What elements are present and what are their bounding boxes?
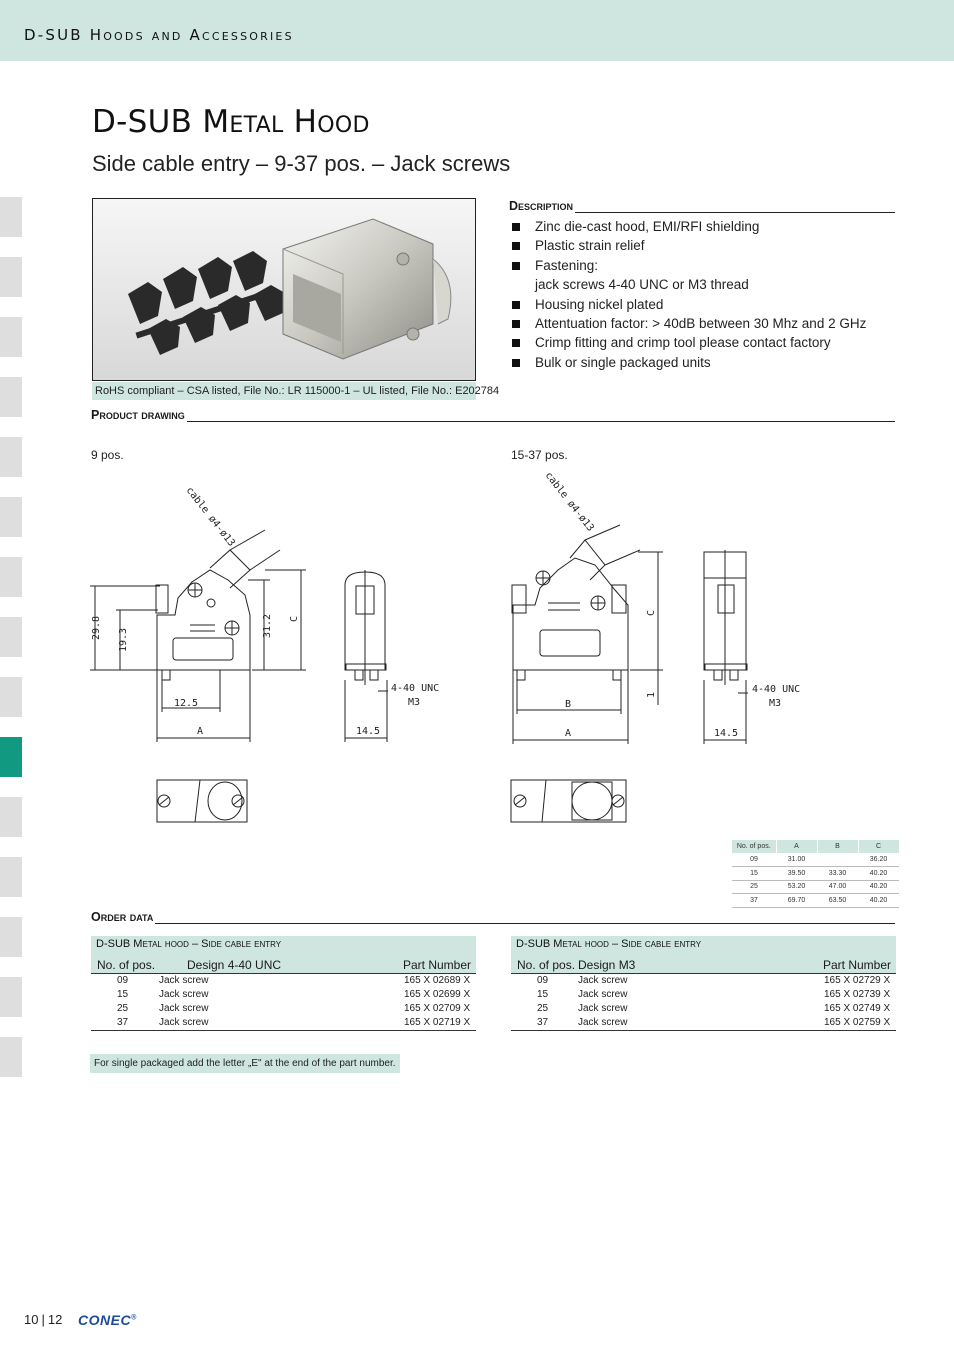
table-row: 25 Jack screw 165 X 02709 X	[117, 1003, 471, 1014]
bullet-icon	[512, 242, 520, 250]
index-tab[interactable]	[0, 857, 22, 897]
cable-label-left: cable ø4-ø13	[183, 485, 237, 549]
dimension-table	[732, 840, 900, 908]
page-number: 10 | 12	[24, 1312, 63, 1327]
table-row: 09 31.00 36.20	[732, 853, 899, 867]
table-row: 15 Jack screw 165 X 02699 X	[117, 989, 471, 1000]
table-row: 09 Jack screw 165 X 02689 X	[117, 975, 471, 986]
table-row: 25 Jack screw 165 X 02749 X	[537, 1003, 891, 1014]
table-row: 15 Jack screw 165 X 02739 X	[537, 989, 891, 1000]
list-item: Zinc die-cast hood, EMI/RFI shielding	[511, 217, 866, 236]
description-heading-label: Description	[509, 199, 574, 213]
table-row: 09 Jack screw 165 X 02729 X	[537, 975, 891, 986]
index-tab-active[interactable]	[0, 737, 22, 777]
bullet-icon	[512, 301, 520, 309]
index-tab[interactable]	[0, 617, 22, 657]
table-header: No. of pos.	[732, 840, 776, 853]
table-header-row	[732, 840, 899, 853]
order-data-heading-label: Order data	[91, 910, 154, 924]
order-table-header: No. of pos. Design 4-40 UNC Part Number	[91, 955, 476, 974]
thread-label-left-2: M3	[408, 697, 421, 708]
product-drawing-heading-label: Product drawing	[91, 408, 185, 422]
bullet-icon	[512, 339, 520, 347]
bullet-icon	[512, 223, 520, 231]
dim-19-3: 19.3	[118, 627, 129, 652]
table-row: 37 69.70 63.50 40.20	[732, 894, 899, 908]
technical-drawing	[80, 470, 860, 840]
cable-label-right: cable ø4-ø13	[542, 470, 596, 534]
table-header: C	[858, 840, 899, 853]
page-title: D-SUB Metal Hood	[92, 104, 370, 140]
dim-14-5-left: 14.5	[356, 726, 381, 737]
table-header: A	[776, 840, 817, 853]
description-list	[511, 217, 866, 372]
side-index-tabs	[0, 197, 22, 1097]
bullet-icon	[512, 359, 520, 367]
dim-A-left: A	[197, 726, 204, 737]
list-item: Bulk or single packaged units	[511, 353, 866, 372]
order-data-heading	[91, 910, 895, 924]
index-tab[interactable]	[0, 497, 22, 537]
dim-29-8: 29.8	[91, 615, 102, 640]
index-tab[interactable]	[0, 317, 22, 357]
list-item: Crimp fitting and crimp tool please contact factory	[511, 333, 866, 352]
order-table-title: D-SUB Metal hood – Side cable entry	[91, 936, 476, 955]
table-bottom-rule	[511, 1030, 896, 1031]
dim-C-right: C	[646, 609, 657, 616]
drawing-label-15-37pos: 15-37 pos.	[511, 448, 568, 462]
order-table-4-40	[91, 936, 476, 1031]
table-row: 37 Jack screw 165 X 02719 X	[117, 1017, 471, 1028]
dim-14-5-right: 14.5	[714, 728, 739, 739]
header-band	[0, 0, 954, 61]
list-item: Attentuation factor: > 40dB between 30 Mhz and 2 GHz	[511, 314, 866, 333]
order-table-title: D-SUB Metal hood – Side cable entry	[511, 936, 896, 955]
dim-1: 1	[646, 691, 657, 698]
index-tab[interactable]	[0, 557, 22, 597]
thread-label-right-2: M3	[769, 698, 782, 709]
list-item: Housing nickel plated	[511, 295, 866, 314]
thread-label-left-1: 4-40 UNC	[391, 683, 440, 694]
dim-C-left: C	[289, 615, 300, 622]
bullet-icon	[512, 320, 520, 328]
thread-label-right-1: 4-40 UNC	[752, 684, 801, 695]
table-bottom-rule	[91, 1030, 476, 1031]
table-header: B	[817, 840, 858, 853]
index-tab[interactable]	[0, 797, 22, 837]
single-pack-note: For single packaged add the letter „E" at the end of the part number.	[90, 1054, 400, 1073]
index-tab[interactable]	[0, 677, 22, 717]
index-tab[interactable]	[0, 1037, 22, 1077]
dim-12-5: 12.5	[174, 698, 199, 709]
dim-31-2: 31.2	[262, 613, 273, 638]
dim-B: B	[565, 699, 572, 710]
table-row: 25 53.20 47.00 40.20	[732, 880, 899, 894]
page-subtitle: Side cable entry – 9-37 pos. – Jack screws	[92, 151, 511, 176]
table-row: 15 39.50 33.30 40.20	[732, 867, 899, 881]
product-drawing-heading	[91, 408, 895, 422]
description-heading	[509, 199, 895, 213]
table-row: 37 Jack screw 165 X 02759 X	[537, 1017, 891, 1028]
index-tab[interactable]	[0, 257, 22, 297]
order-table-header: No. of pos. Design M3 Part Number	[511, 955, 896, 974]
index-tab[interactable]	[0, 917, 22, 957]
section-title: D-SUB Hoods and Accessories	[24, 26, 294, 44]
dim-A-right: A	[565, 728, 572, 739]
fastening-detail: jack screws 4-40 UNC or M3 thread	[535, 277, 749, 293]
product-photo	[92, 198, 476, 381]
bullet-icon	[512, 262, 520, 270]
index-tab[interactable]	[0, 197, 22, 237]
drawing-label-9pos: 9 pos.	[91, 448, 124, 462]
index-tab[interactable]	[0, 377, 22, 417]
list-item: Fastening: jack screws 4-40 UNC or M3 thread	[511, 256, 866, 295]
rohs-note: RoHS compliant – CSA listed, File No.: LR 115000-1 – UL listed, File No.: E202784	[92, 382, 476, 400]
brand-logo: CONEC®	[78, 1312, 137, 1328]
order-table-m3	[511, 936, 896, 1031]
list-item: Plastic strain relief	[511, 236, 866, 255]
index-tab[interactable]	[0, 977, 22, 1017]
index-tab[interactable]	[0, 437, 22, 477]
